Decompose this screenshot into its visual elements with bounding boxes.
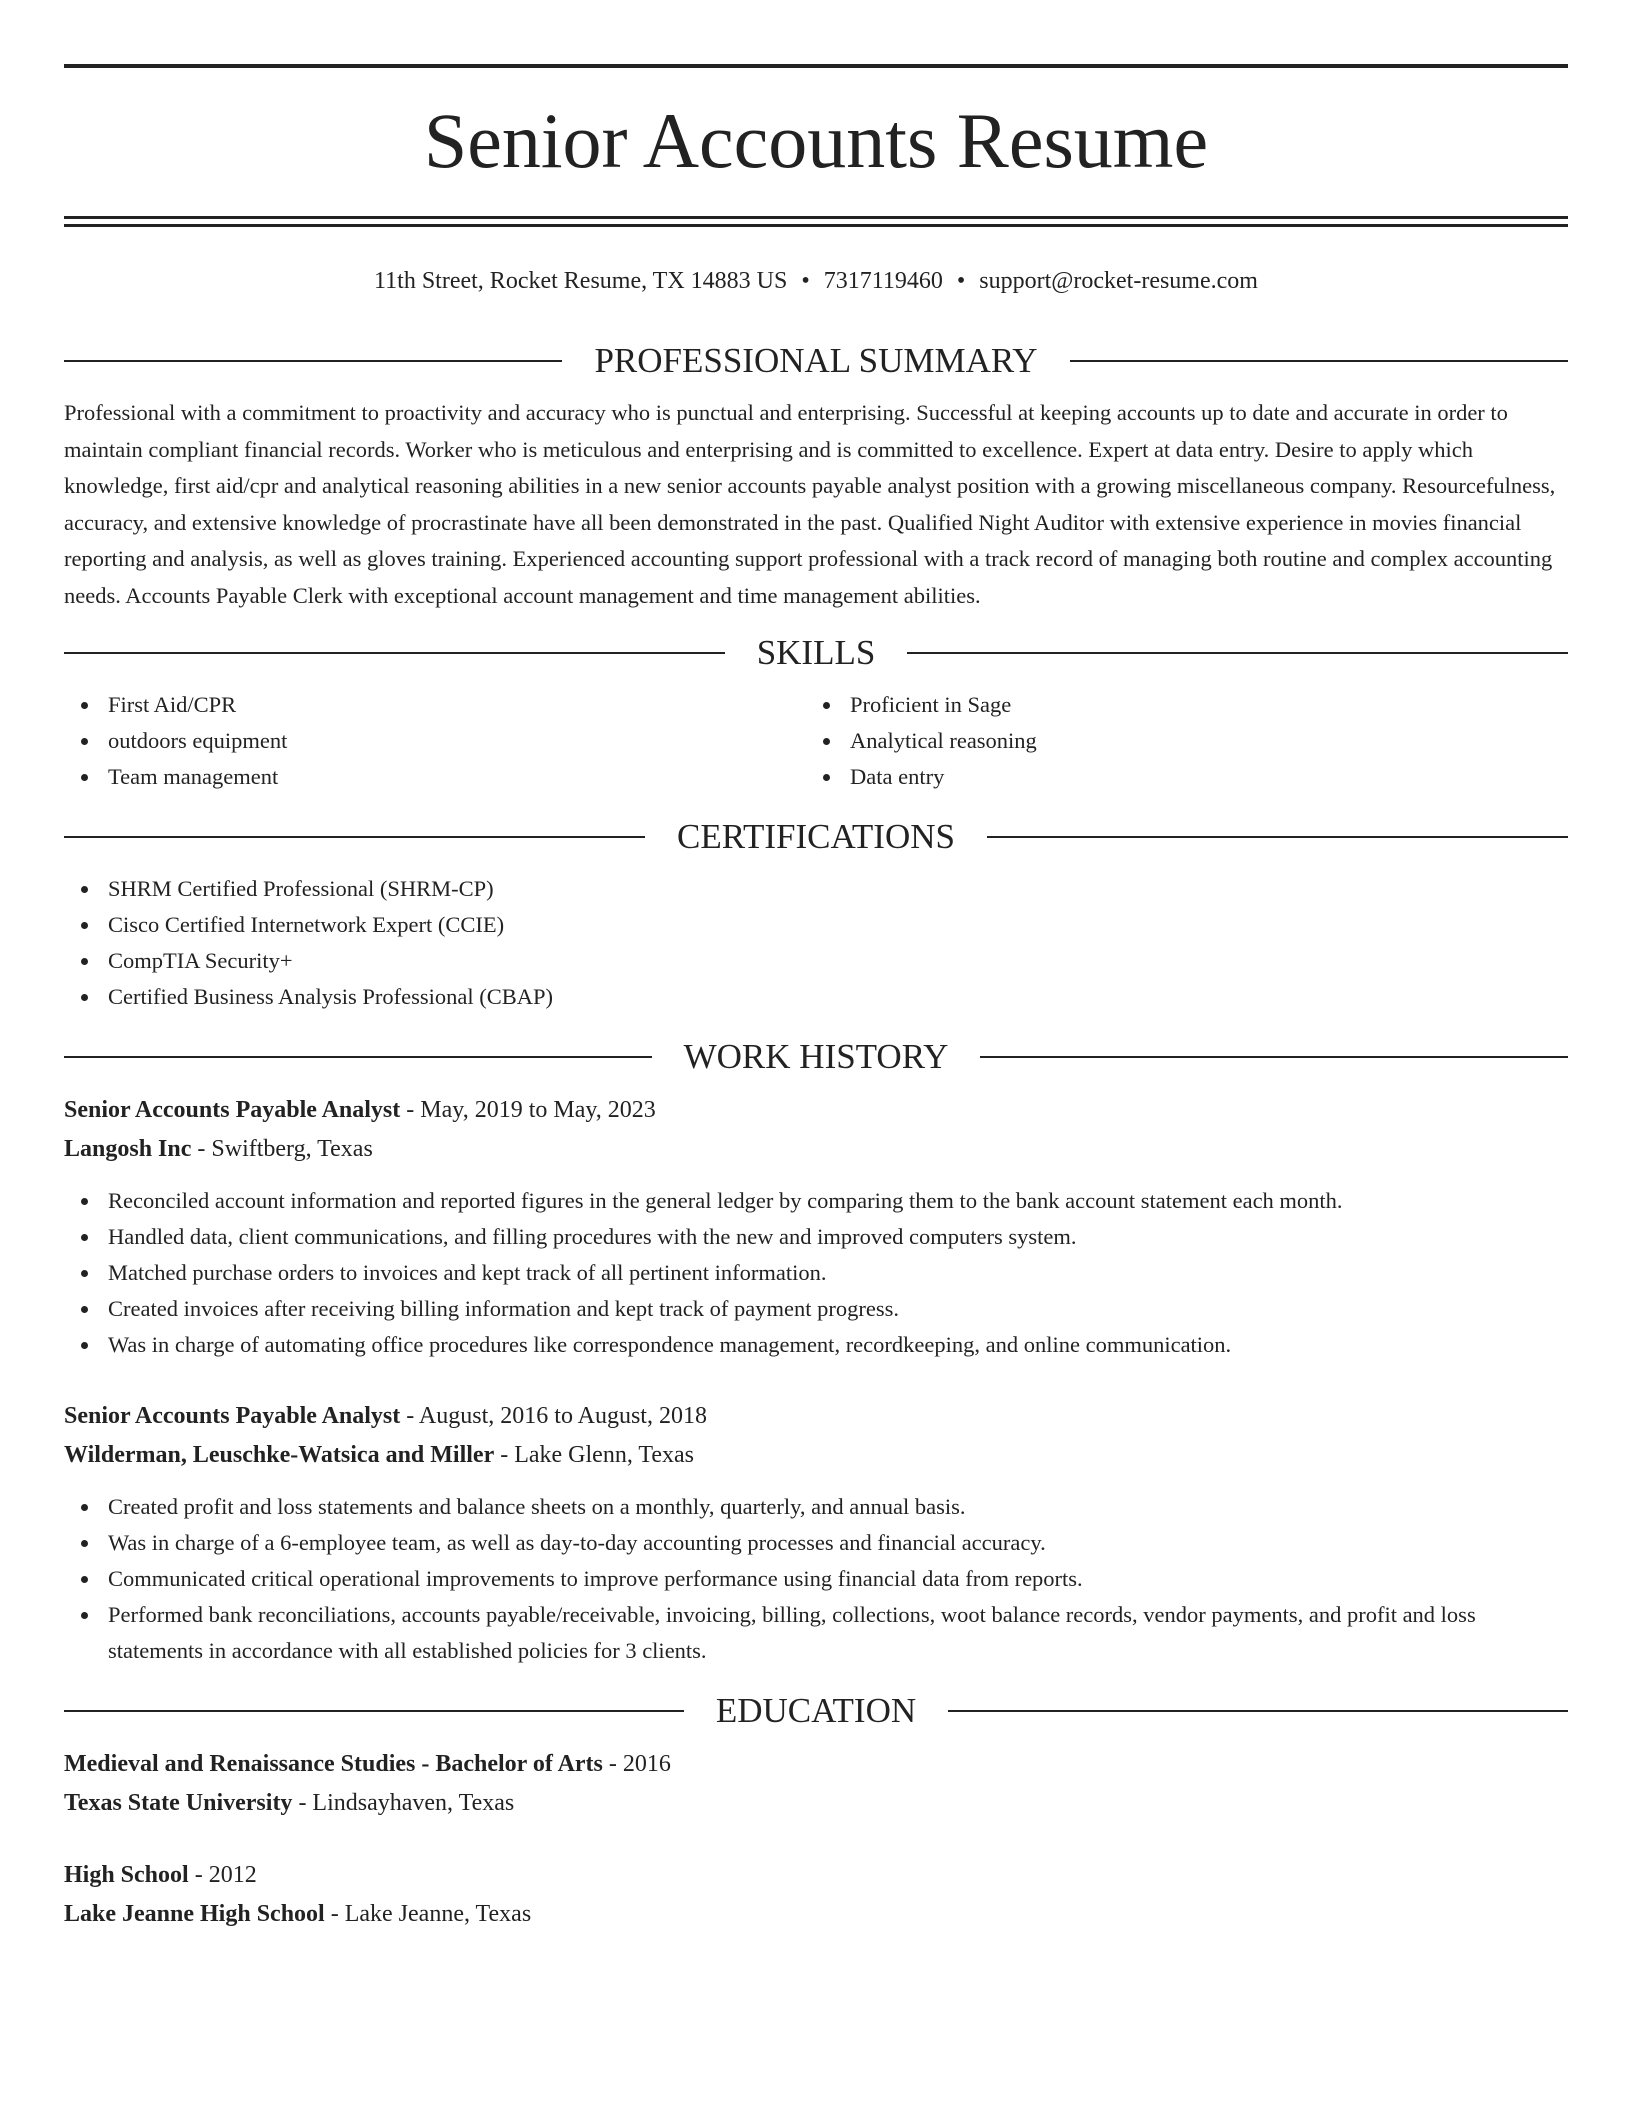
contact-phone: 7317119460 (823, 268, 943, 294)
section-rule (907, 652, 1568, 654)
section-header-summary (64, 339, 1568, 383)
certification-item: CompTIA Security+ (64, 943, 1568, 979)
job-duty: Created invoices after receiving billing information and kept track of payment progress. (64, 1291, 1568, 1327)
job-entry (64, 1091, 1568, 1363)
contact-separator: • (956, 268, 966, 294)
skill-item: Proficient in Sage (806, 687, 1548, 723)
section-header-certifications (64, 815, 1568, 859)
section-title-education: EDUCATION (715, 1691, 917, 1730)
section-rule (64, 1710, 684, 1712)
job-duty: Created profit and loss statements and balance sheets on a monthly, quarterly, and annual basis. (64, 1489, 1568, 1525)
job-title-line (64, 1091, 1568, 1130)
skills-column-right (806, 687, 1548, 795)
certification-item: Certified Business Analysis Professional (CBAP) (64, 979, 1568, 1015)
skill-item: Team management (64, 759, 806, 795)
contact-separator: • (801, 268, 810, 294)
section-title-certifications: CERTIFICATIONS (677, 817, 955, 856)
section-rule (987, 836, 1568, 838)
section-rule (980, 1056, 1568, 1058)
education-school-line (64, 1895, 1568, 1934)
job-duty: Matched purchase orders to invoices and kept track of all pertinent information. (64, 1255, 1568, 1291)
section-title-work: WORK HISTORY (683, 1037, 949, 1076)
job-title: Senior Accounts Payable Analyst (64, 1403, 401, 1429)
top-rule (64, 64, 1568, 68)
section-rule (948, 1710, 1568, 1712)
job-company: Langosh Inc (64, 1136, 192, 1162)
job-dates: - August, 2016 to August, 2018 (400, 1403, 707, 1429)
contact-email: support@rocket-resume.com (979, 268, 1258, 294)
job-location: - Swiftberg, Texas (191, 1136, 373, 1162)
job-title-line (64, 1397, 1568, 1436)
job-duty: Was in charge of automating office procedures like correspondence management, recordkeeping, and online communication. (64, 1327, 1568, 1363)
education-location: - Lake Jeanne, Texas (324, 1901, 532, 1927)
section-rule (1070, 360, 1568, 362)
job-duty: Reconciled account information and reported figures in the general ledger by comparing them to the bank account statement each month. (64, 1183, 1568, 1219)
section-rule (64, 360, 562, 362)
education-degree: Medieval and Renaissance Studies - Bachelor of Arts (64, 1751, 603, 1777)
job-company: Wilderman, Leuschke-Watsica and Miller (64, 1442, 495, 1468)
education-year: - 2012 (188, 1862, 257, 1888)
job-duty: Communicated critical operational improvements to improve performance using financial data from reports. (64, 1561, 1568, 1597)
contact-address: 11th Street, Rocket Resume, TX 14883 US (374, 268, 788, 294)
job-company-line (64, 1130, 1568, 1169)
job-entry (64, 1397, 1568, 1669)
job-company-line (64, 1436, 1568, 1475)
job-duties (64, 1183, 1568, 1363)
section-header-work (64, 1035, 1568, 1079)
job-title: Senior Accounts Payable Analyst (64, 1097, 401, 1123)
education-entry (64, 1856, 1568, 1934)
skills-list (64, 687, 1568, 795)
section-header-education (64, 1689, 1568, 1733)
skill-item: First Aid/CPR (64, 687, 806, 723)
education-school: Lake Jeanne High School (64, 1901, 325, 1927)
job-duty: Handled data, client communications, and filling procedures with the new and improved computers system. (64, 1219, 1568, 1255)
education-location: - Lindsayhaven, Texas (292, 1790, 515, 1816)
skills-column-left (64, 687, 806, 795)
certifications-list (64, 871, 1568, 1015)
section-title-summary: PROFESSIONAL SUMMARY (594, 341, 1038, 380)
education-year: - 2016 (602, 1751, 671, 1777)
section-title-skills: SKILLS (756, 633, 876, 672)
certification-item: Cisco Certified Internetwork Expert (CCIE) (64, 907, 1568, 943)
job-duties (64, 1489, 1568, 1669)
job-duty: Was in charge of a 6-employee team, as well as day-to-day accounting processes and financial accuracy. (64, 1525, 1568, 1561)
certification-item: SHRM Certified Professional (SHRM-CP) (64, 871, 1568, 907)
job-location: - Lake Glenn, Texas (494, 1442, 695, 1468)
header-double-rule (64, 216, 1568, 227)
education-school: Texas State University (64, 1790, 293, 1816)
job-dates: - May, 2019 to May, 2023 (400, 1097, 656, 1123)
section-rule (64, 1056, 652, 1058)
skill-item: Data entry (806, 759, 1548, 795)
contact-line (64, 265, 1568, 297)
skill-item: outdoors equipment (64, 723, 806, 759)
education-degree: High School (64, 1862, 189, 1888)
education-school-line (64, 1784, 1568, 1823)
section-rule (64, 836, 645, 838)
section-header-skills (64, 631, 1568, 675)
skill-item: Analytical reasoning (806, 723, 1548, 759)
resume-name: Senior Accounts Resume (423, 97, 1209, 184)
education-degree-line (64, 1856, 1568, 1895)
education-degree-line (64, 1745, 1568, 1784)
summary-paragraph: Professional with a commitment to proactivity and accuracy who is punctual and enterprising. Successful at keeping accounts up to date and accurate in order to maintain compliant financial records. Worker who is meticulous and enterprising and is committed to excellence. Expert at data entry. Desire to apply which knowledge, first aid/cpr and analytical reasoning abilities in a new senior accounts payable analyst position with a growing miscellaneous company. Resourcefulness, accuracy, and extensive knowledge of procrastinate have all been demonstrated in the past. Qualified Night Auditor with extensive experience in movies financial reporting and analysis, as well as gloves training. Experienced accounting support professional with a track record of managing both routine and complex accounting needs. Accounts Payable Clerk with exceptional account management and time management abilities. (64, 400, 1556, 608)
section-rule (64, 652, 725, 654)
resume-page (64, 64, 1568, 1934)
education-entry (64, 1745, 1568, 1823)
job-duty: Performed bank reconciliations, accounts payable/receivable, invoicing, billing, collections, woot balance records, vendor payments, and profit and loss statements in accordance with all established policies for 3 clients. (64, 1597, 1568, 1669)
